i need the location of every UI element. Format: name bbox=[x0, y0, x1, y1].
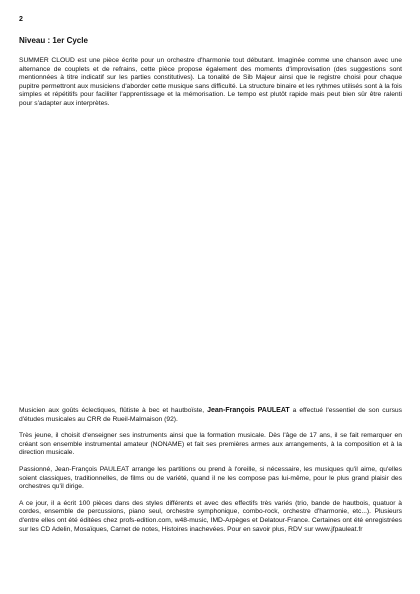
composer-name: Jean-François PAULEAT bbox=[207, 407, 290, 414]
bio-paragraph-4: A ce jour, il a écrit 100 pièces dans des styles différents et avec des effectifs très variés (trio, bande de hautbois, quatuor à cordes, ensemble de percussions, piano seul, orchestre symphonique, combo-rock, orchestre d'harmonie, etc...). Plusieurs d'entre elles ont été éditées chez profs-edition.com, w48-music, IMD-Arpèges et Delatour-France. Certaines ont été enregistrées sur les CD Adelin, Mosaïques, Carnet de notes, Histoires inachevées. Pour en savoir plus, RDV sur www.jfpauleat.fr bbox=[19, 499, 402, 533]
bio-paragraph-1-intro: Musicien aux goûts éclectiques, flûtiste à bec et hautboïste, bbox=[19, 407, 208, 414]
level-heading: Niveau : 1er Cycle bbox=[19, 36, 88, 45]
bio-paragraph-3: Passionné, Jean-François PAULEAT arrange les partitions ou prend à l'oreille, si nécessaire, les musiques qu'il aime, qu'elles soient classiques, traditionnelles, de films ou de variété, quand il ne les compose pas lui-même, pour le plus grand plaisir des orchestres qu'il dirige. bbox=[19, 465, 402, 491]
page-number: 2 bbox=[19, 16, 23, 23]
bio-paragraph-1 bbox=[19, 407, 402, 424]
bio-paragraph-2: Très jeune, il choisit d'enseigner ses instruments ainsi que la formation musicale. Dès l'âge de 17 ans, il se fait remarquer en créant son ensemble instrumental amateur (NONAME) et fait ses premières armes aux arrangements, à la composition et à la direction musicale. bbox=[19, 432, 402, 457]
intro-paragraph: SUMMER CLOUD est une pièce écrite pour un orchestre d'harmonie tout débutant. Imaginée comme une chanson avec une alternance de couplets et de refrains, cette pièce propose également des moments d'improvisation (des suggestions sont mentionnées à titre indicatif sur les parties constitutives). La tonalité de Sib Majeur ainsi que le registre choisi pour chaque pupitre permettront aux musiciens d'aborder cette musique sans difficulté. La structure binaire et les rythmes utilisés sont à la fois simples et répétitifs pour faciliter l'apprentissage et la mémorisation. Le tempo est plutôt rapide mais peut bien sûr être ralenti pour s'adapter aux interprètes. bbox=[19, 57, 402, 107]
piece-description bbox=[19, 57, 402, 109]
composer-biography bbox=[19, 407, 402, 534]
bio-paragraph-1-rest: a effectué l'essentiel de son cursus d'études musicales au CRR de Rueil-Malmaison (92). bbox=[19, 407, 402, 423]
